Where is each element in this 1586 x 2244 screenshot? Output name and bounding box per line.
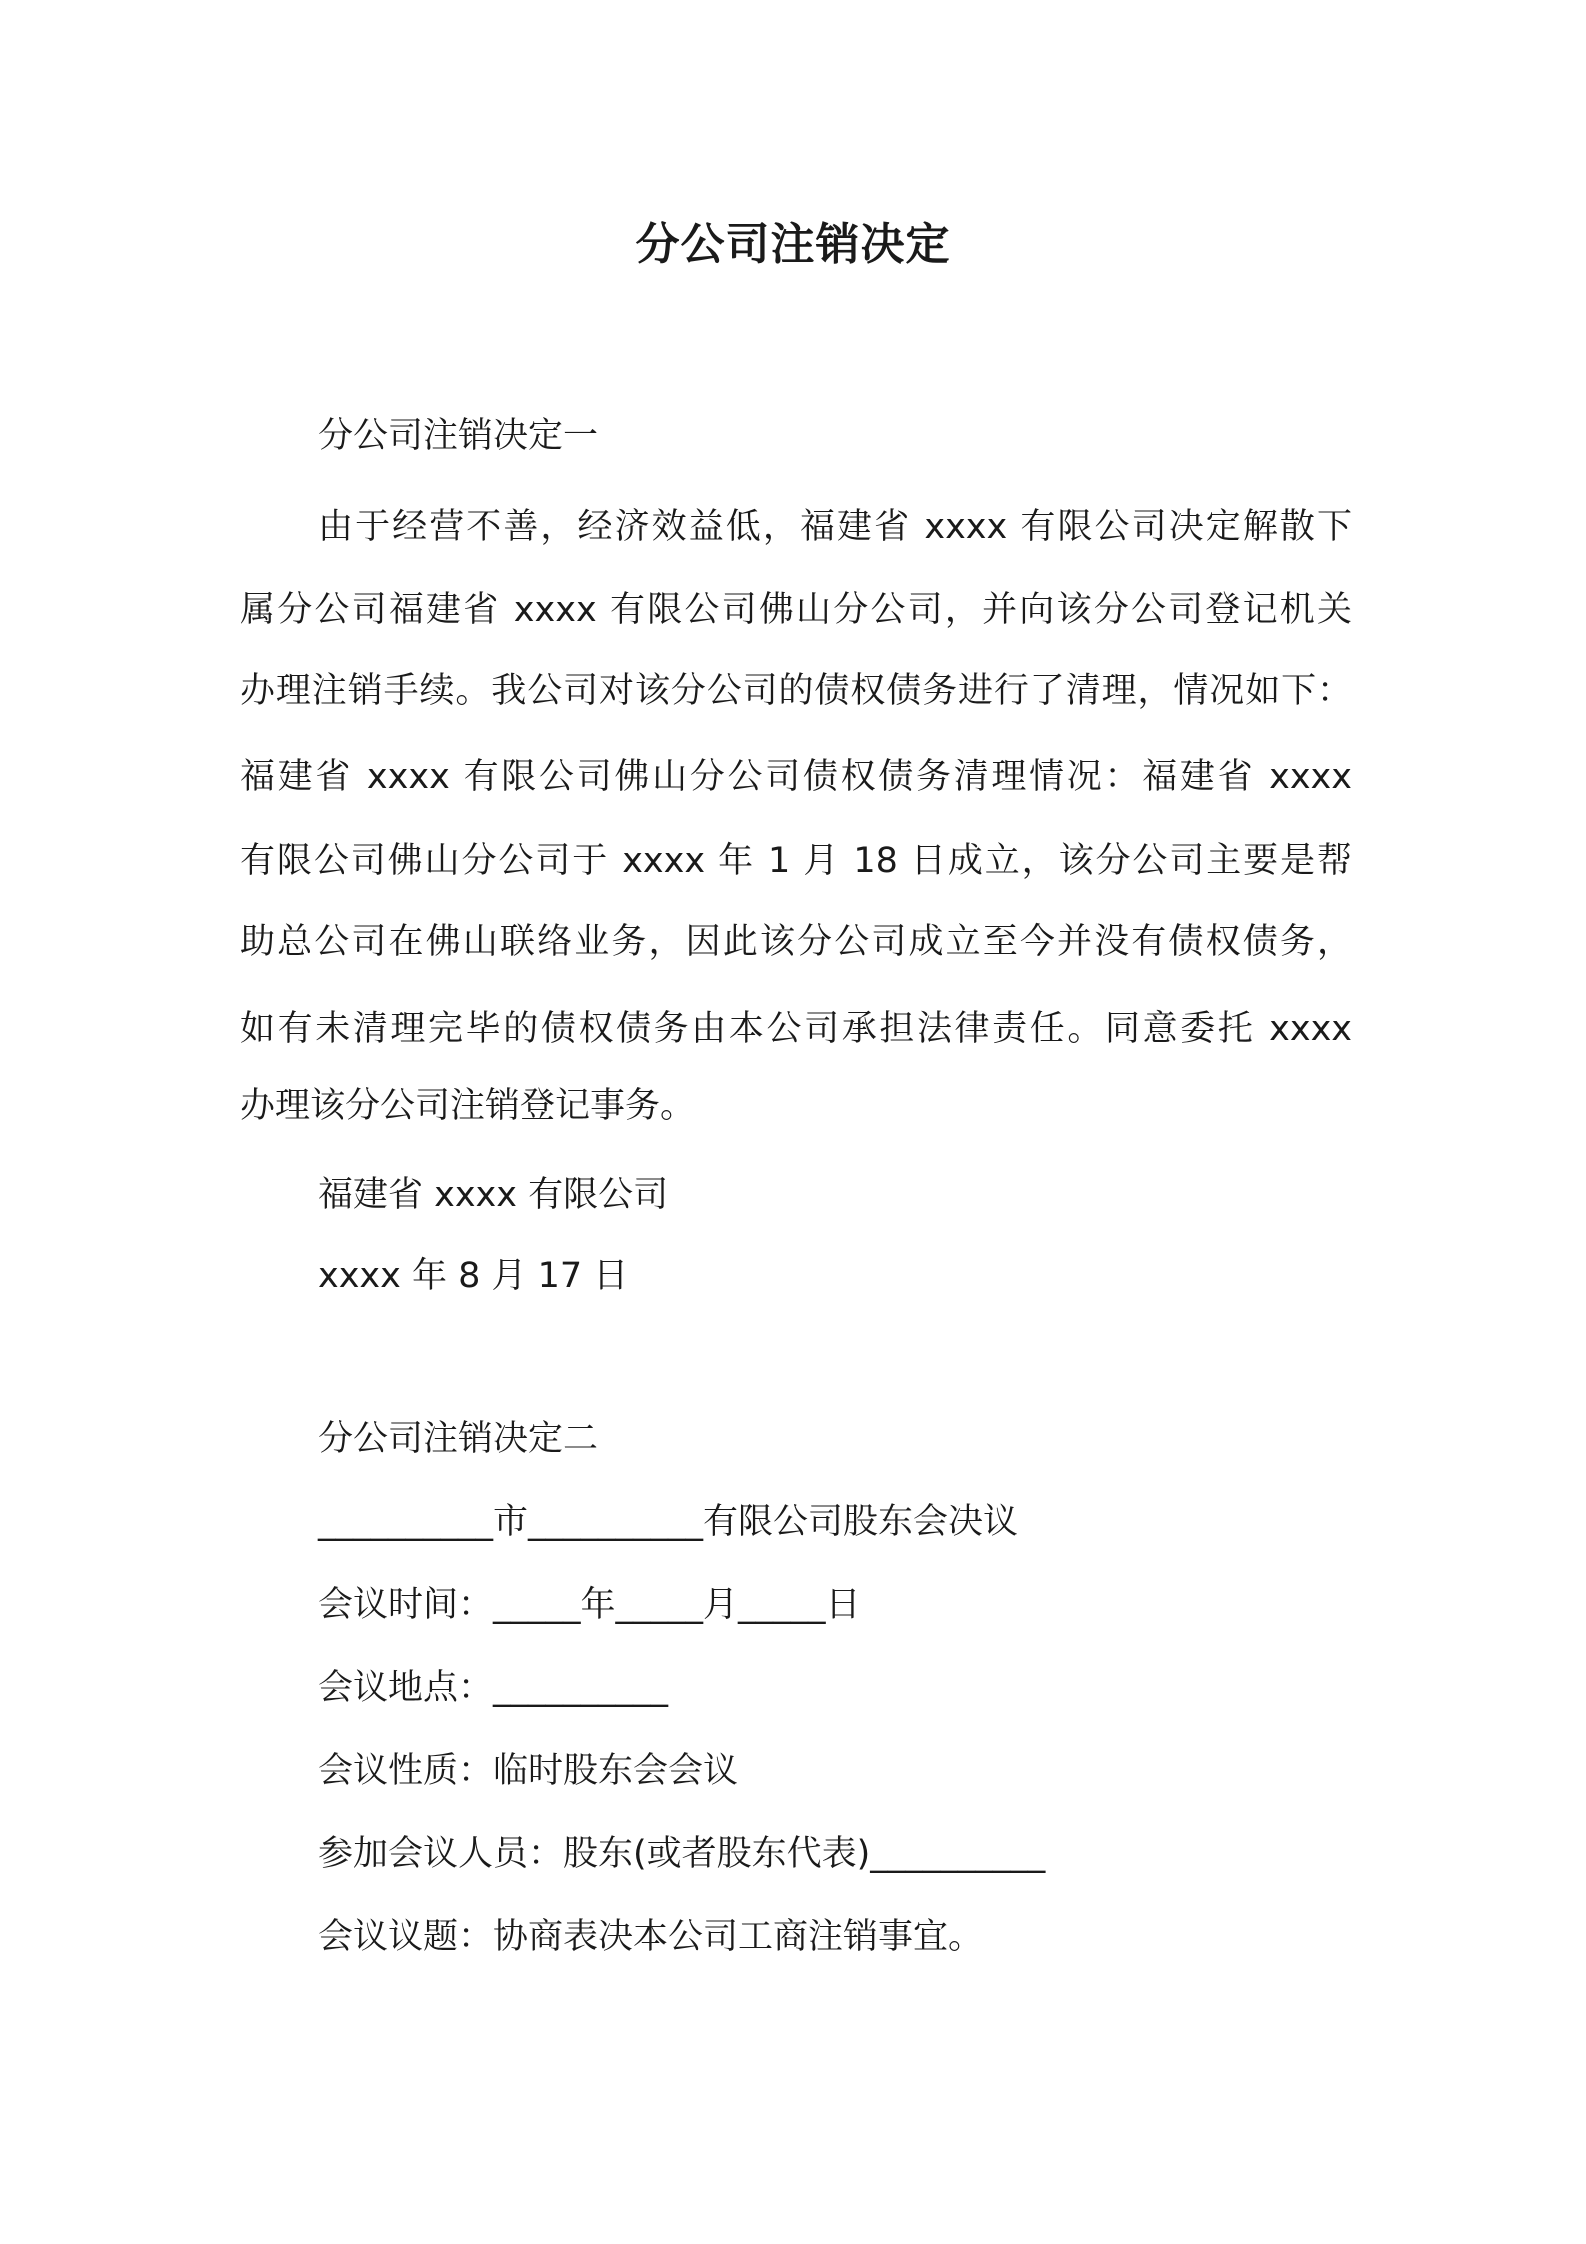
meeting-time: 会议时间：_____年_____月_____日 — [318, 1585, 861, 1625]
section1-line-1: 由于经营不善，经济效益低，福建省 xxxx 有限公司决定解散下 — [318, 507, 1352, 547]
section2-heading: 分公司注销决定二 — [318, 1419, 599, 1459]
signature-date: xxxx 年 8 月 17 日 — [318, 1256, 629, 1296]
section1-line-8: 办理该分公司注销登记事务。 — [240, 1086, 696, 1126]
document-title: 分公司注销决定 — [635, 219, 951, 270]
section1-line-4: 福建省 xxxx 有限公司佛山分公司债权债务清理情况：福建省 xxxx — [240, 757, 1352, 797]
meeting-place: 会议地点：__________ — [318, 1668, 669, 1708]
resolution-title: __________市__________有限公司股东会决议 — [318, 1502, 1019, 1542]
meeting-nature: 会议性质：临时股东会会议 — [318, 1751, 739, 1791]
section1-heading: 分公司注销决定一 — [318, 416, 599, 456]
section1-line-7: 如有未清理完毕的债权债务由本公司承担法律责任。同意委托 xxxx — [240, 1009, 1352, 1049]
meeting-attendees: 参加会议人员：股东(或者股东代表)__________ — [318, 1834, 1046, 1874]
meeting-agenda: 会议议题：协商表决本公司工商注销事宜。 — [318, 1917, 984, 1957]
section1-line-3: 办理注销手续。我公司对该分公司的债权债务进行了清理，情况如下： — [240, 671, 1352, 711]
section1-line-5: 有限公司佛山分公司于 xxxx 年 1 月 18 日成立，该分公司主要是帮 — [240, 841, 1352, 881]
signature-company: 福建省 xxxx 有限公司 — [318, 1175, 669, 1215]
section1-line-2: 属分公司福建省 xxxx 有限公司佛山分公司，并向该分公司登记机关 — [240, 590, 1352, 630]
section1-line-6: 助总公司在佛山联络业务，因此该分公司成立至今并没有债权债务， — [240, 922, 1352, 962]
